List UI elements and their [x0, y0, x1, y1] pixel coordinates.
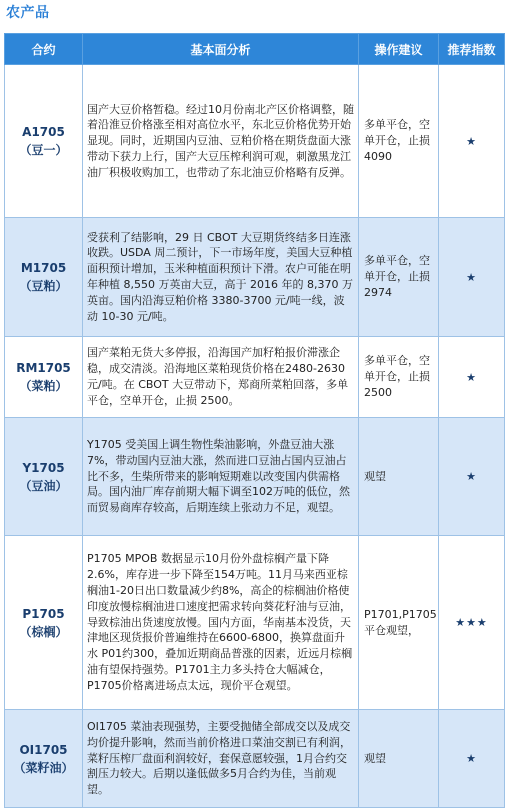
table-row: [5, 218, 505, 337]
contract-name: （豆一）: [19, 143, 68, 157]
contract-name: （豆油）: [19, 478, 68, 493]
table-row: [5, 418, 505, 536]
advice-cell: 多单平仓，空单开仓，止损2974: [359, 218, 439, 337]
contract-cell: [5, 218, 83, 337]
contract-code: Y1705: [22, 460, 65, 475]
section-title: 农产品: [6, 5, 50, 21]
contract-cell: [5, 710, 83, 808]
recommendation-table: [4, 33, 505, 808]
advice-cell: 多单平仓，空单开仓，止损4090: [359, 65, 439, 218]
table-row: [5, 536, 505, 710]
advice-cell: 观望: [359, 418, 439, 536]
contract-cell: [5, 536, 83, 710]
rating-stars: ★: [439, 710, 505, 808]
analysis-cell: 受获利了结影响，29 日 CBOT 大豆期货终结多日连涨收跌。USDA 周二预计，下一市场年度，美国大豆种植面积预计增加，玉米种植面积预计下滑。农户可能在明年种植 8,550 万英亩大豆，高于 2016 年的 8,370 万英亩。国内沿海豆粕价格 3380-3700 元/吨一线，波动 10-30 元/吨。: [83, 218, 359, 337]
contract-code: P1705: [22, 606, 65, 621]
contract-cell: [5, 337, 83, 418]
analysis-cell: Y1705 受美国上调生物性柴油影响，外盘豆油大涨7%，带动国内豆油大涨，然而进口豆油占国内豆油占比不多，生柴所带来的影响短期难以改变国内供需格局。国内油厂库存前期大幅下调至102万吨的低位，然而贸易商库存较高，后期连续上张动力不足，观望。: [83, 418, 359, 536]
header-rating: 推荐指数: [439, 34, 505, 65]
contract-name: （菜籽油）: [13, 760, 74, 775]
table-row: [5, 337, 505, 418]
contract-cell: [5, 418, 83, 536]
advice-cell: P1701,P1705 平仓观望，: [359, 536, 439, 710]
contract-code: M1705: [20, 261, 67, 275]
contract-code: RM1705: [16, 361, 71, 375]
table-row: [5, 65, 505, 218]
advice-cell: 观望: [359, 710, 439, 808]
analysis-cell: 国产大豆价格暂稳。经过10月份南北产区价格调整，随着沿淮豆价格涨至相对高位水平，东北豆价格优势开始显现。同时，近期国内豆油、豆粕价格在期货盘面大涨带动下获力上行，国产大豆压榨利润可观，刺激黑龙江油厂积极收购加工，也带动了东北油豆价格略有反弹。: [83, 65, 359, 218]
analysis-cell: 国产菜粕无货大多停报，沿海国产加籽粕报价滞涨企稳，成交清淡。沿海地区菜粕现货价格在2480-2630 元/吨。在 CBOT 大豆带动下，郑商所菜粕回落，多单平仓，空单开仓，止损 2500。: [83, 337, 359, 418]
analysis-cell: OI1705 菜油表现强势，主要受抛储全部成交以及成交均价提升影响，然而当前价格进口菜油交割已有利润，菜籽压榨厂盘面利润较好，套保意愿较强，1月合约交割压力较大。后期以逢低做多5月合约为佳，当前观望。: [83, 710, 359, 808]
header-advice: 操作建议: [359, 34, 439, 65]
rating-stars: ★: [439, 218, 505, 337]
contract-name: （豆粕）: [19, 279, 68, 293]
rating-stars: ★: [439, 65, 505, 218]
rating-stars: ★: [439, 337, 505, 418]
analysis-cell: P1705 MPOB 数据显示10月份外盘棕榈产量下降2.6%，库存进一步下降至154万吨。11月马来西亚棕榈油1-20日出口数量减少约8%，高企的棕榈油价格使印度放慢棕榈油进口速度把需求转向葵花籽油与豆油，导致棕油出货速度放慢。国内方面，华南基本没货，天津地区现货报价普遍维持在6600-6800，换算盘面升水 P01约300，叠加近期商品普涨的因素，近远月棕榈油有望保持强势。P1701主力多头持仓大幅减仓，P1705价格离进场点太远，现价平仓观望。: [83, 536, 359, 710]
header-analysis: 基本面分析: [83, 34, 359, 65]
contract-code: OI1705: [19, 742, 68, 757]
header-contract: 合约: [5, 34, 83, 65]
rating-stars: ★★★: [439, 536, 505, 710]
rating-stars: ★: [439, 418, 505, 536]
table-header-row: [5, 34, 505, 65]
contract-cell: [5, 65, 83, 218]
table-row: [5, 710, 505, 808]
contract-code: A1705: [22, 125, 65, 139]
contract-name: （菜粕）: [19, 379, 68, 393]
contract-name: （棕榈）: [19, 624, 68, 639]
advice-cell: 多单平仓，空单开仓，止损2500: [359, 337, 439, 418]
